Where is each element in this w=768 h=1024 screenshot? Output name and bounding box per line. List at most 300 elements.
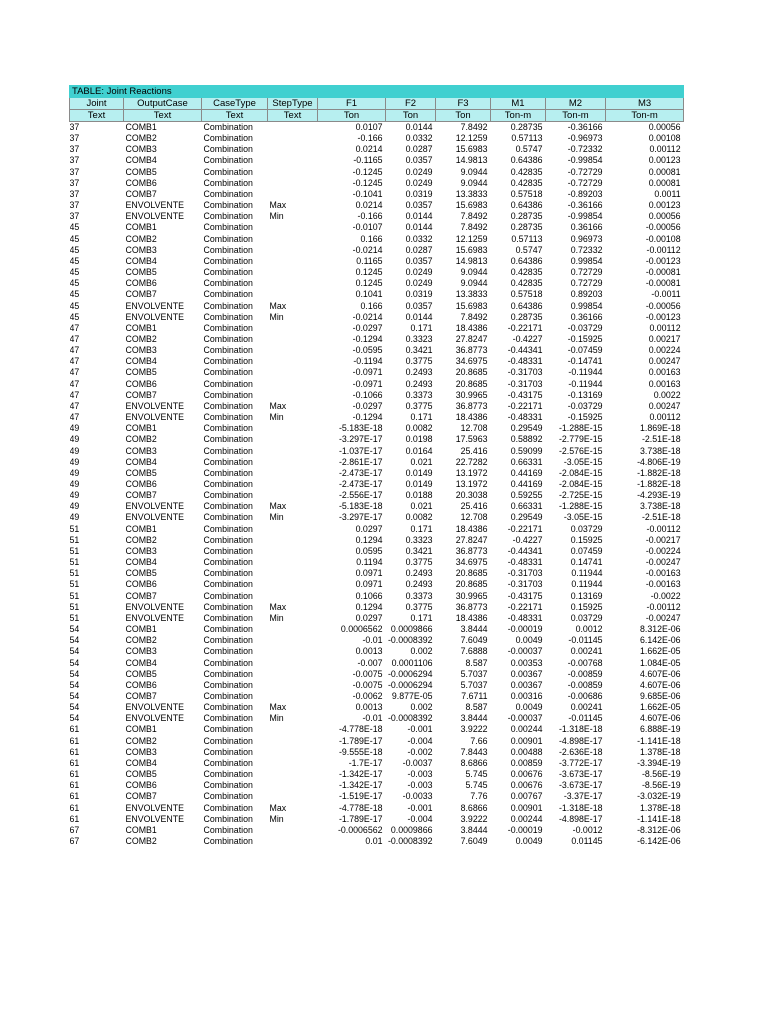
- f2-cell: 0.0164: [405, 445, 433, 456]
- f2-cell: -0.0008392: [387, 713, 433, 724]
- table-row: [70, 646, 684, 657]
- f1-cell: 0.1294: [355, 601, 383, 612]
- m3-cell: -3.032E-19: [637, 791, 681, 802]
- m3-cell: 4.607E-06: [639, 679, 681, 690]
- table-row: [70, 178, 684, 189]
- joint-cell: 54: [69, 624, 80, 635]
- f1-cell: -0.1066: [352, 389, 383, 400]
- joint-cell: 45: [69, 289, 80, 300]
- joint-cell: 54: [69, 690, 80, 701]
- m1-cell: -0.48331: [507, 412, 543, 423]
- unit-f1: Ton: [318, 110, 386, 122]
- case-type-cell: Combination: [203, 434, 253, 445]
- case-type-cell: Combination: [203, 702, 253, 713]
- output-case-cell: ENVOLVENTE: [125, 311, 184, 322]
- m3-cell: 0.00081: [648, 177, 681, 188]
- f2-cell: 0.3775: [405, 400, 433, 411]
- joint-cell: 61: [69, 757, 80, 768]
- step-type-cell: [268, 669, 318, 680]
- case-type-cell: Combination: [203, 501, 253, 512]
- m1-cell: 0.28735: [510, 222, 543, 233]
- output-case-cell: COMB2: [125, 836, 157, 846]
- m2-cell: 0.96973: [570, 233, 603, 244]
- unit-output-case: Text: [124, 110, 202, 122]
- output-case-cell: COMB4: [125, 356, 157, 367]
- m1-cell: 0.0049: [515, 836, 543, 846]
- table-row: [70, 278, 684, 289]
- unit-case-type: Text: [202, 110, 268, 122]
- step-type-cell: [268, 479, 318, 490]
- m1-cell: -0.4227: [512, 333, 543, 344]
- m3-cell: -2.51E-18: [641, 434, 681, 445]
- m2-cell: 0.89203: [570, 289, 603, 300]
- m1-cell: 0.59099: [510, 445, 543, 456]
- m2-cell: -0.03729: [567, 322, 603, 333]
- case-type-cell: Combination: [203, 534, 253, 545]
- output-case-cell: COMB5: [125, 467, 157, 478]
- m2-cell: 0.00241: [570, 702, 603, 713]
- step-type-cell: Max: [269, 400, 287, 411]
- case-type-cell: Combination: [203, 713, 253, 724]
- f1-cell: 0.1245: [355, 267, 383, 278]
- m1-cell: 0.00316: [510, 690, 543, 701]
- joint-cell: 61: [69, 813, 80, 824]
- output-case-cell: COMB3: [125, 746, 157, 757]
- f2-cell: 0.0332: [405, 233, 433, 244]
- f1-cell: -0.0107: [352, 222, 383, 233]
- output-case-cell: COMB5: [125, 367, 157, 378]
- step-type-cell: [268, 691, 318, 702]
- joint-cell: 54: [69, 668, 80, 679]
- m1-cell: 0.59255: [510, 490, 543, 501]
- joint-cell: 49: [69, 423, 80, 434]
- m1-cell: 0.00367: [510, 668, 543, 679]
- f2-cell: 0.3421: [405, 545, 433, 556]
- output-case-cell: COMB1: [125, 523, 157, 534]
- header-f3: F3: [436, 98, 491, 110]
- f3-cell: 27.8247: [455, 333, 488, 344]
- table-row: [70, 557, 684, 568]
- f3-cell: 12.1259: [455, 133, 488, 144]
- table-row: [70, 758, 684, 769]
- output-case-cell: ENVOLVENTE: [125, 300, 184, 311]
- joint-cell: 67: [69, 836, 80, 846]
- case-type-cell: Combination: [203, 757, 253, 768]
- output-case-cell: ENVOLVENTE: [125, 501, 184, 512]
- case-type-cell: Combination: [203, 144, 253, 155]
- table-title: TABLE: Joint Reactions: [70, 86, 684, 98]
- joint-cell: 45: [69, 300, 80, 311]
- m2-cell: 0.11944: [571, 579, 603, 590]
- f3-cell: 14.9813: [455, 255, 488, 266]
- m3-cell: -1.141E-18: [637, 813, 681, 824]
- case-type-cell: Combination: [203, 322, 253, 333]
- f1-cell: 0.166: [360, 233, 383, 244]
- table-row: [70, 390, 684, 401]
- joint-reactions-table: [69, 85, 684, 847]
- m1-cell: 0.28735: [510, 211, 543, 222]
- f1-cell: -0.0214: [352, 244, 383, 255]
- f1-cell: 0.0971: [355, 568, 383, 579]
- m2-cell: -0.13169: [567, 389, 603, 400]
- f2-cell: 0.3421: [405, 345, 433, 356]
- m2-cell: -0.14741: [567, 356, 603, 367]
- f3-cell: 3.8444: [460, 624, 488, 635]
- step-type-cell: [268, 323, 318, 334]
- f2-cell: 0.171: [410, 612, 433, 623]
- m2-cell: 0.0012: [575, 624, 603, 635]
- m1-cell: 0.00367: [510, 679, 543, 690]
- m1-cell: 0.00244: [510, 724, 543, 735]
- f3-cell: 12.708: [460, 512, 488, 523]
- step-type-cell: [268, 624, 318, 635]
- m1-cell: 0.44169: [510, 467, 543, 478]
- case-type-cell: Combination: [203, 278, 253, 289]
- f2-cell: 0.002: [410, 702, 433, 713]
- f3-cell: 7.8492: [460, 122, 488, 132]
- m3-cell: 1.662E-05: [639, 646, 681, 657]
- joint-cell: 49: [69, 490, 80, 501]
- joint-cell: 54: [69, 679, 80, 690]
- f3-cell: 13.1972: [455, 479, 488, 489]
- step-type-cell: [268, 646, 318, 657]
- case-type-cell: Combination: [203, 679, 253, 690]
- m1-cell: 0.64386: [510, 155, 543, 166]
- f3-cell: 8.6866: [460, 802, 488, 813]
- m3-cell: -0.00081: [645, 278, 681, 289]
- table-row: [70, 791, 684, 802]
- joint-cell: 45: [69, 278, 80, 289]
- m3-cell: 8.312E-06: [639, 624, 681, 635]
- output-case-cell: ENVOLVENTE: [125, 200, 184, 211]
- m1-cell: 0.58892: [510, 434, 543, 445]
- f2-cell: 0.0287: [405, 244, 433, 255]
- f3-cell: 5.7037: [460, 679, 488, 690]
- case-type-cell: Combination: [203, 233, 253, 244]
- f1-cell: 0.0297: [355, 612, 383, 623]
- f1-cell: -3.297E-17: [338, 512, 383, 523]
- joint-cell: 61: [69, 746, 80, 757]
- step-type-cell: Min: [269, 612, 284, 623]
- f2-cell: 0.0357: [405, 155, 433, 166]
- joint-cell: 51: [69, 601, 80, 612]
- m1-cell: -0.22171: [507, 601, 543, 612]
- f3-cell: 3.9222: [460, 724, 488, 735]
- m2-cell: 0.36166: [570, 222, 603, 233]
- joint-cell: 45: [69, 233, 80, 244]
- f1-cell: -0.1294: [352, 412, 383, 423]
- m3-cell: 0.00056: [648, 211, 681, 222]
- m3-cell: 3.738E-18: [639, 445, 681, 456]
- table-row: [70, 434, 684, 445]
- m1-cell: -0.00037: [507, 713, 543, 724]
- m3-cell: -4.806E-19: [637, 456, 681, 467]
- step-type-cell: [268, 178, 318, 189]
- f1-cell: -2.861E-17: [338, 456, 383, 467]
- joint-cell: 37: [69, 166, 80, 177]
- m3-cell: -0.00112: [646, 601, 681, 612]
- f2-cell: 0.0357: [405, 200, 433, 211]
- m3-cell: 0.00123: [648, 155, 681, 166]
- table-row: [70, 379, 684, 390]
- joint-cell: 49: [69, 456, 80, 467]
- m3-cell: 0.00163: [648, 367, 681, 378]
- m1-cell: 0.00244: [510, 813, 543, 824]
- output-case-cell: COMB7: [125, 389, 157, 400]
- m1-cell: -0.22171: [507, 400, 543, 411]
- joint-cell: 45: [69, 244, 80, 255]
- case-type-cell: Combination: [203, 412, 253, 423]
- step-type-cell: Max: [269, 802, 287, 813]
- f2-cell: 0.0249: [405, 267, 433, 278]
- table-row: [70, 724, 684, 735]
- f3-cell: 7.6049: [460, 836, 488, 846]
- step-type-cell: [268, 423, 318, 434]
- header-f2: F2: [386, 98, 436, 110]
- m2-cell: -0.72332: [567, 144, 603, 155]
- m2-cell: -0.00859: [567, 668, 603, 679]
- step-type-cell: [268, 524, 318, 535]
- f3-cell: 18.4386: [455, 523, 488, 534]
- m3-cell: 0.00112: [649, 322, 681, 333]
- f2-cell: -0.001: [407, 802, 433, 813]
- m1-cell: 0.00901: [510, 735, 543, 746]
- m2-cell: -0.36166: [567, 122, 603, 132]
- f2-cell: 0.0009866: [390, 824, 433, 835]
- f3-cell: 8.587: [465, 702, 488, 713]
- m1-cell: -0.48331: [507, 356, 543, 367]
- m2-cell: -0.0012: [572, 824, 603, 835]
- joint-cell: 45: [69, 311, 80, 322]
- f1-cell: 0.0013: [355, 702, 383, 713]
- step-type-cell: [268, 167, 318, 178]
- output-case-cell: COMB7: [125, 690, 157, 701]
- step-type-cell: [268, 289, 318, 300]
- m2-cell: -3.37E-17: [563, 791, 603, 802]
- f3-cell: 7.6049: [460, 635, 488, 646]
- output-case-cell: COMB4: [125, 255, 157, 266]
- f2-cell: 0.0249: [405, 177, 433, 188]
- f2-cell: -0.0037: [402, 757, 433, 768]
- joint-cell: 37: [69, 177, 80, 188]
- case-type-cell: Combination: [203, 255, 253, 266]
- m3-cell: -1.882E-18: [637, 479, 681, 489]
- table-row: [70, 602, 684, 613]
- output-case-cell: COMB7: [125, 289, 157, 300]
- f2-cell: 0.2493: [405, 579, 433, 590]
- f1-cell: -0.1294: [352, 333, 383, 344]
- f2-cell: 0.0144: [405, 211, 433, 222]
- m2-cell: -1.318E-18: [558, 724, 603, 735]
- table-row: [70, 669, 684, 680]
- m2-cell: -0.96973: [567, 133, 603, 144]
- f3-cell: 3.9222: [460, 813, 488, 824]
- f3-cell: 7.66: [470, 735, 488, 746]
- f1-cell: 0.1165: [356, 255, 383, 266]
- case-type-cell: Combination: [203, 523, 253, 534]
- table-row: [70, 490, 684, 501]
- output-case-cell: COMB2: [125, 434, 157, 445]
- f2-cell: -0.003: [407, 780, 433, 791]
- joint-cell: 45: [69, 267, 80, 278]
- case-type-cell: Combination: [203, 400, 253, 411]
- case-type-cell: Combination: [203, 769, 253, 780]
- table-row: [70, 144, 684, 155]
- f2-cell: 0.3775: [405, 601, 433, 612]
- m1-cell: 0.42835: [510, 278, 543, 289]
- f3-cell: 12.708: [460, 423, 488, 434]
- f1-cell: 0.0214: [355, 144, 383, 155]
- m2-cell: -4.898E-17: [558, 813, 603, 824]
- case-type-cell: Combination: [203, 657, 253, 668]
- table-row: [70, 267, 684, 278]
- table-row: [70, 535, 684, 546]
- m3-cell: 4.607E-06: [639, 713, 681, 724]
- output-case-cell: COMB2: [125, 233, 157, 244]
- case-type-cell: Combination: [203, 211, 253, 222]
- output-case-cell: COMB1: [125, 122, 157, 132]
- output-case-cell: COMB3: [125, 445, 157, 456]
- m1-cell: 0.00767: [510, 791, 543, 802]
- joint-cell: 61: [69, 724, 80, 735]
- f3-cell: 13.3833: [455, 289, 488, 300]
- joint-cell: 49: [69, 512, 80, 523]
- joint-cell: 51: [69, 557, 80, 568]
- joint-cell: 47: [69, 400, 80, 411]
- f2-cell: 0.002: [410, 646, 433, 657]
- f1-cell: -0.0297: [352, 322, 383, 333]
- f2-cell: 0.0144: [405, 222, 433, 233]
- case-type-cell: Combination: [203, 467, 253, 478]
- case-type-cell: Combination: [203, 222, 253, 233]
- f3-cell: 22.7282: [455, 456, 488, 467]
- unit-joint: Text: [70, 110, 124, 122]
- m1-cell: 0.57113: [511, 133, 543, 144]
- case-type-cell: Combination: [203, 133, 253, 144]
- m2-cell: -0.01145: [568, 635, 603, 646]
- m2-cell: -0.72729: [567, 166, 603, 177]
- table-row: [70, 691, 684, 702]
- case-type-cell: Combination: [203, 780, 253, 791]
- f2-cell: 0.3373: [405, 389, 433, 400]
- joint-cell: 37: [69, 211, 80, 222]
- f2-cell: 0.0249: [405, 166, 433, 177]
- m2-cell: -3.673E-17: [558, 769, 603, 780]
- f3-cell: 13.1972: [455, 467, 488, 478]
- f3-cell: 5.7037: [460, 668, 488, 679]
- header-joint: Joint: [70, 98, 124, 110]
- m1-cell: -0.48331: [507, 612, 543, 623]
- m2-cell: 0.36166: [570, 311, 603, 322]
- table-row: [70, 189, 684, 200]
- joint-cell: 49: [69, 434, 80, 445]
- table-row: [70, 356, 684, 367]
- f1-cell: -3.297E-17: [338, 434, 383, 445]
- f2-cell: 0.3323: [405, 534, 433, 545]
- f3-cell: 36.8773: [455, 400, 488, 411]
- output-case-cell: COMB2: [125, 333, 157, 344]
- m3-cell: -0.00123: [645, 311, 681, 322]
- joint-cell: 49: [69, 479, 80, 489]
- joint-cell: 54: [69, 702, 80, 713]
- output-case-cell: COMB6: [125, 579, 157, 590]
- m2-cell: 0.72332: [570, 244, 603, 255]
- output-case-cell: COMB7: [125, 188, 157, 199]
- m1-cell: 0.42835: [510, 267, 543, 278]
- header-f1: F1: [318, 98, 386, 110]
- output-case-cell: COMB4: [125, 657, 157, 668]
- m3-cell: 4.607E-06: [639, 668, 681, 679]
- m1-cell: -0.4227: [512, 534, 543, 545]
- m1-cell: -0.44341: [507, 345, 543, 356]
- step-type-cell: [268, 379, 318, 390]
- table-row: [70, 122, 684, 134]
- step-type-cell: [268, 222, 318, 233]
- joint-cell: 47: [69, 378, 80, 389]
- output-case-cell: COMB1: [125, 222, 157, 233]
- joint-cell: 51: [69, 523, 80, 534]
- m3-cell: 0.00217: [648, 333, 681, 344]
- m3-cell: -0.0022: [650, 590, 681, 601]
- header-m3: M3: [606, 98, 684, 110]
- step-type-cell: [268, 769, 318, 780]
- f1-cell: 0.0013: [355, 646, 383, 657]
- output-case-cell: ENVOLVENTE: [125, 211, 184, 222]
- m3-cell: 1.869E-18: [639, 423, 681, 434]
- step-type-cell: Min: [269, 813, 284, 824]
- f2-cell: -0.0008392: [387, 635, 433, 646]
- step-type-cell: Min: [269, 211, 284, 222]
- step-type-cell: [268, 189, 318, 200]
- output-case-cell: ENVOLVENTE: [125, 512, 184, 523]
- m2-cell: 0.03729: [570, 523, 603, 534]
- f1-cell: 0.1066: [355, 590, 383, 601]
- f2-cell: -0.0033: [402, 791, 433, 802]
- f2-cell: -0.004: [407, 813, 433, 824]
- output-case-cell: COMB3: [125, 345, 157, 356]
- case-type-cell: Combination: [203, 646, 253, 657]
- step-type-cell: [268, 367, 318, 378]
- m2-cell: -1.288E-15: [558, 423, 603, 434]
- output-case-cell: ENVOLVENTE: [125, 601, 184, 612]
- output-case-cell: COMB1: [125, 423, 157, 434]
- step-type-cell: Max: [269, 601, 287, 612]
- output-case-cell: COMB3: [125, 545, 157, 556]
- joint-cell: 47: [69, 333, 80, 344]
- f2-cell: -0.0006294: [387, 668, 433, 679]
- output-case-cell: COMB2: [125, 133, 157, 144]
- m3-cell: -0.00056: [645, 300, 681, 311]
- table-row: [70, 200, 684, 211]
- f1-cell: 0.0595: [355, 545, 383, 556]
- joint-cell: 61: [69, 791, 80, 802]
- m3-cell: 1.662E-05: [639, 702, 681, 713]
- f1-cell: -0.0595: [352, 345, 383, 356]
- table-row: [70, 836, 684, 847]
- f1-cell: -0.0006562: [337, 824, 383, 835]
- m2-cell: 0.03729: [570, 612, 603, 623]
- table-row: [70, 334, 684, 345]
- step-type-cell: [268, 245, 318, 256]
- header-output-case: OutputCase: [124, 98, 202, 110]
- m3-cell: -2.51E-18: [641, 512, 681, 523]
- case-type-cell: Combination: [203, 545, 253, 556]
- table-row: [70, 245, 684, 256]
- f2-cell: 0.0287: [405, 144, 433, 155]
- step-type-cell: Min: [269, 713, 284, 724]
- step-type-cell: [268, 724, 318, 735]
- joint-cell: 47: [69, 367, 80, 378]
